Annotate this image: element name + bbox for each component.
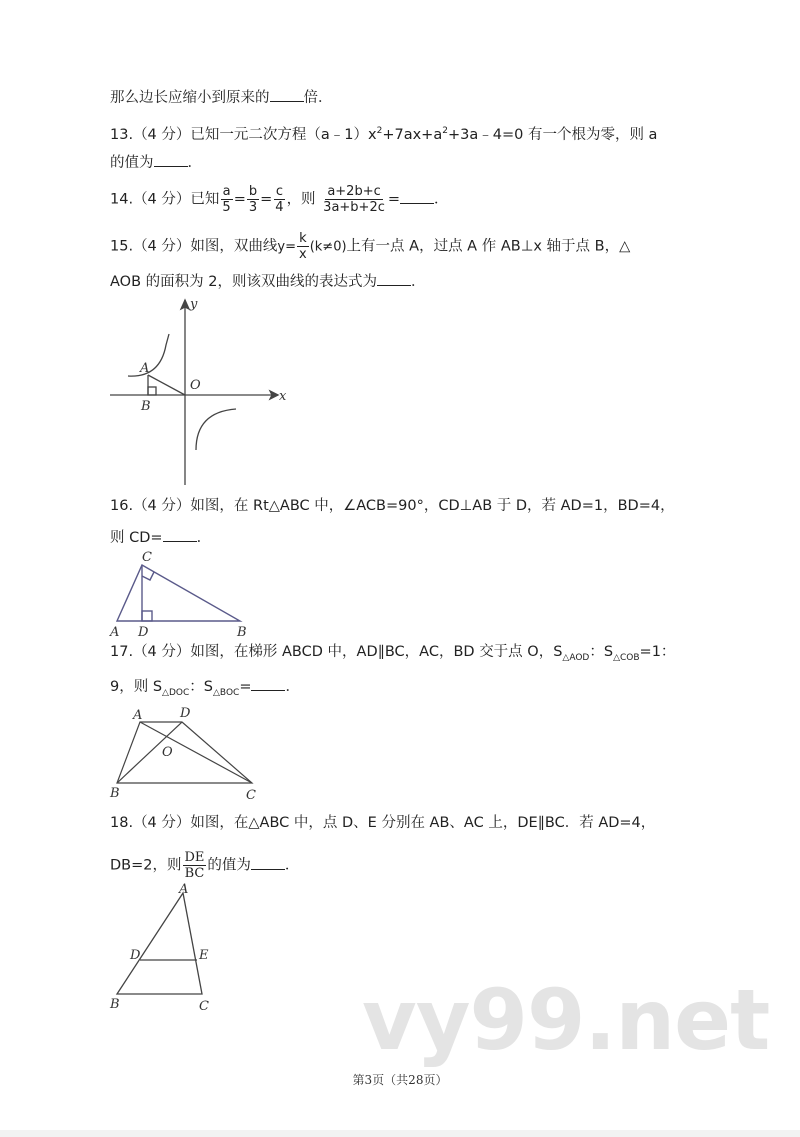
text: 如图，在 Rt△ABC 中，∠ACB=90°，CD⊥AB 于 D，若 AD=1，BD=4， [190, 498, 675, 514]
equals: = [387, 191, 401, 208]
y-axis-arrow [181, 300, 189, 309]
text: AOB 的面积为 2，则该双曲线的表达式为 [110, 274, 377, 290]
question-17-line2 [110, 676, 300, 703]
label-c: C [142, 550, 152, 565]
text: 的值为 [207, 857, 251, 874]
exponent: 2 [442, 126, 448, 136]
question-number: 14. [110, 191, 134, 208]
text: 如图，在梯形 ABCD 中，AD∥BC，AC，BD 交于点 O，S [190, 644, 563, 660]
question-18 [110, 813, 655, 833]
text: 如图，双曲线 [190, 238, 278, 255]
text: 已知 [190, 191, 220, 208]
right-triangle-figure [117, 565, 240, 621]
fraction [183, 850, 207, 881]
triangle-de-bc-figure [117, 893, 202, 994]
question-number: 13. [110, 126, 134, 143]
numerator: c [275, 184, 283, 199]
trapezoid-abcd [117, 722, 252, 783]
right-angle-mark-d [142, 611, 152, 621]
question-number: 16. [110, 498, 134, 514]
numerator: b [248, 184, 258, 199]
text: ． [187, 155, 202, 171]
text: +7ax+a [382, 126, 443, 143]
right-angle-mark [148, 387, 156, 395]
hyperbola-branch-lower [196, 409, 236, 450]
label-a: A [140, 361, 150, 376]
text: 则 CD= [110, 530, 163, 546]
equals: = [233, 191, 246, 208]
label-o: O [190, 378, 201, 393]
label-x: x [279, 389, 287, 404]
trapezoid-figure [117, 722, 252, 783]
label-c: C [199, 999, 209, 1014]
score: （4 分） [133, 644, 191, 660]
equals: = [260, 191, 273, 208]
label-b: B [141, 399, 151, 414]
answer-blank [163, 527, 197, 542]
text: 那么边长应缩小到原来的 [110, 90, 270, 106]
label-d: D [130, 948, 141, 963]
subscript: △COB [613, 652, 640, 663]
question-17 [110, 642, 675, 668]
denominator: 5 [222, 200, 231, 215]
page-footer: 第3页（共28页） [352, 1073, 448, 1087]
text: +3a﹣4=0 有一个根为零，则 a [447, 126, 658, 143]
label-d: D [138, 625, 149, 640]
denominator: 4 [275, 200, 284, 215]
condition: (k≠0) [309, 239, 347, 255]
text: 的值为 [110, 155, 154, 171]
text: DB=2，则 [110, 857, 182, 874]
right-angle-mark-c [142, 572, 154, 580]
text: ：S [589, 644, 614, 660]
label-b: B [110, 997, 120, 1012]
label-o: O [162, 745, 173, 760]
segment-ao [148, 375, 185, 395]
text: ． [410, 274, 426, 290]
subscript: △AOD [562, 652, 590, 663]
text: y= [277, 239, 296, 255]
denominator: 3 [248, 200, 258, 215]
numerator: a+2b+c [327, 184, 381, 199]
score: （4 分） [133, 126, 191, 143]
label-a: A [133, 708, 143, 723]
numerator: a [222, 184, 231, 199]
watermark: vy99.net [362, 971, 770, 1069]
label-b: B [110, 786, 120, 801]
text: 9，则 S [110, 679, 163, 695]
label-d: D [180, 706, 191, 721]
exponent: 2 [376, 126, 383, 136]
question-16 [110, 496, 675, 516]
numerator: k [299, 231, 307, 246]
numerator: DE [184, 850, 205, 865]
subscript: △DOC [162, 687, 190, 698]
text: ． [196, 530, 212, 546]
denominator: BC [184, 866, 205, 881]
score: （4 分） [133, 498, 191, 514]
text: = [239, 679, 252, 695]
question-number: 18. [110, 815, 134, 831]
label-c: C [246, 788, 256, 803]
triangle-abc [117, 565, 240, 621]
text: 如图，在△ABC 中，点 D、E 分别在 AB、AC 上，DE∥BC．若 AD=4， [190, 815, 656, 831]
text: ． [284, 857, 300, 874]
question-number: 15. [110, 238, 134, 255]
question-number: 17. [110, 644, 134, 660]
score: （4 分） [133, 238, 191, 255]
text: 已知一元二次方程（a﹣1）x [190, 126, 377, 143]
diagonal-ac [140, 722, 252, 783]
text: ，则 [286, 191, 321, 208]
score: （4 分） [133, 191, 191, 208]
score: （4 分） [133, 815, 191, 831]
label-a: A [179, 882, 189, 897]
triangle-abc [117, 893, 202, 994]
label-y: y [190, 297, 198, 312]
label-a: A [110, 625, 120, 640]
denominator: x [299, 247, 307, 262]
question-16-line2 [110, 527, 211, 548]
question-18-line2 [110, 850, 299, 881]
text: =1： [639, 644, 676, 660]
answer-blank [251, 855, 285, 870]
denominator: 3a+b+2c [323, 200, 385, 215]
subscript: △BOC [213, 687, 240, 698]
text: ． [285, 679, 300, 695]
text: 上有一点 A，过点 A 作 AB⊥x 轴于点 B，△ [346, 238, 631, 255]
label-b: B [237, 625, 247, 640]
text: ：S [189, 679, 213, 695]
text: ． [434, 191, 449, 208]
answer-blank [251, 676, 285, 691]
text: 倍． [303, 90, 333, 106]
label-e: E [199, 948, 209, 963]
